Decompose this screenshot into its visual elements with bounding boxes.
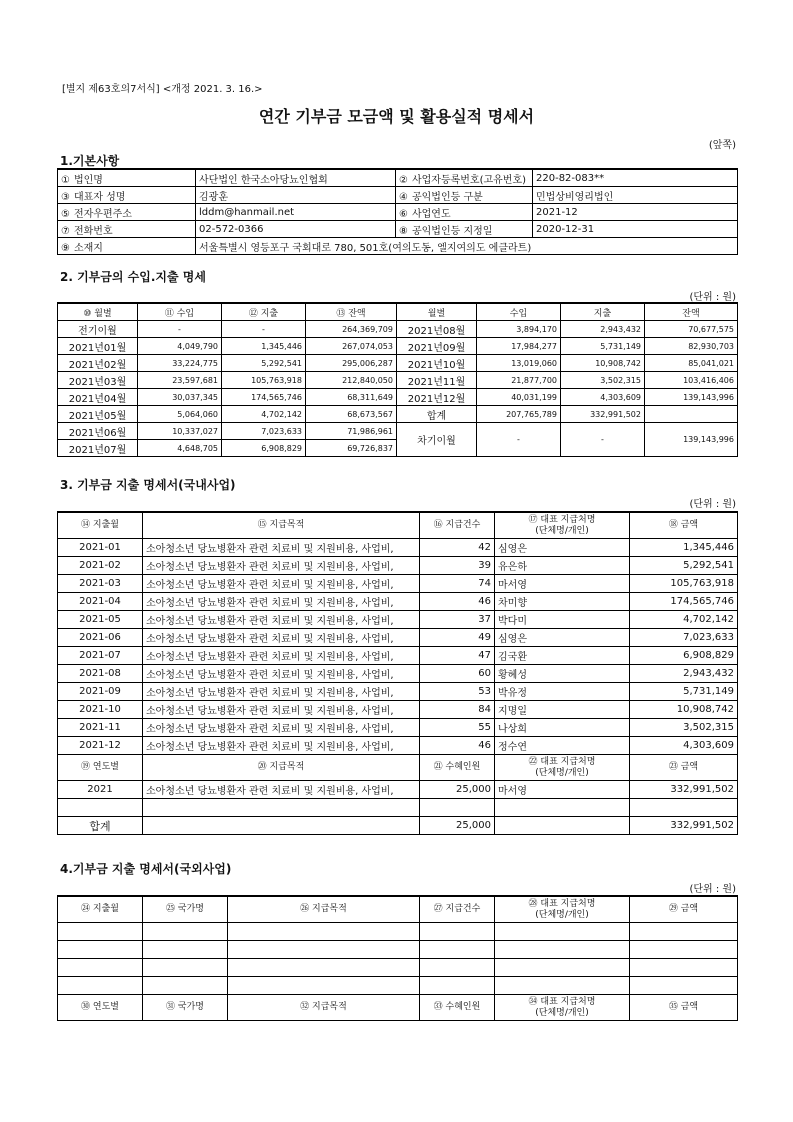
column-header [495,512,630,539]
carry-expense: - [561,423,645,457]
column-header: ㉕ 국가명 [143,896,228,923]
purpose-cell: 소아청소년 당뇨병환자 관련 치료비 및 지원비용, 사업비, [143,737,420,755]
purpose-cell: 소아청소년 당뇨병환자 관련 치료비 및 지원비용, 사업비, [143,593,420,611]
recipient-cell: 황혜성 [495,665,630,683]
field-label [396,221,533,238]
empty-cell [630,959,738,977]
balance-cell: 68,311,649 [306,389,397,406]
overseas-table [57,895,738,1021]
domestic-row [58,629,738,647]
empty-cell [143,977,228,995]
count-cell: 53 [420,683,495,701]
section4-title: 4.기부금 지출 명세서(국외사업) [60,862,232,876]
count-cell: 47 [420,647,495,665]
month-cell: 2021년10월 [397,355,477,372]
field-label [58,204,196,221]
header-line: ⑰ 대표 지급처명 [528,514,596,525]
purpose-cell: 소아청소년 당뇨병환자 관련 치료비 및 지원비용, 사업비, [143,629,420,647]
column-header: 잔액 [645,303,738,321]
expense-cell: 2,943,432 [561,321,645,338]
recipient-cell: 마서영 [495,781,630,799]
monthly-row [58,355,738,372]
item-number: ⑧ [399,225,408,237]
balance-cell: 69,726,837 [306,440,397,457]
column-header: ⑯ 지급건수 [420,512,495,539]
empty-cell [630,977,738,995]
amount-cell: 5,292,541 [630,557,738,575]
total-amount: 332,991,502 [630,817,738,835]
balance-cell: 70,677,575 [645,321,738,338]
expense-cell: 4,303,609 [561,389,645,406]
empty-cell [495,817,630,835]
monthly-row [58,406,738,423]
income-cell: 13,019,060 [477,355,561,372]
income-cell: 4,049,790 [138,338,222,355]
basic-info-row [58,169,738,187]
field-label [58,221,196,238]
monthly-row [58,372,738,389]
item-number: ③ [61,191,70,203]
field-label [58,169,196,187]
month-cell: 2021-08 [58,665,143,683]
month-cell: 2021년01월 [58,338,138,355]
overseas-header-row [58,896,738,923]
domestic-row [58,665,738,683]
empty-cell [495,977,630,995]
field-label [396,169,533,187]
field-value: 2021-12 [533,204,738,221]
column-header: ㉖ 지급목적 [228,896,420,923]
overseas-empty-row [58,959,738,977]
month-cell: 2021-11 [58,719,143,737]
count-cell: 55 [420,719,495,737]
column-header: ㉔ 지출월 [58,896,143,923]
amount-cell: 7,023,633 [630,629,738,647]
purpose-cell: 소아청소년 당뇨병환자 관련 치료비 및 지원비용, 사업비, [143,647,420,665]
month-cell: 2021년12월 [397,389,477,406]
field-label [58,238,196,255]
balance-cell: 103,416,406 [645,372,738,389]
income-cell: 5,064,060 [138,406,222,423]
month-cell: 2021-02 [58,557,143,575]
monthly-row [58,338,738,355]
empty-cell [630,799,738,817]
item-label: 사업자등록번호(고유번호) [411,174,527,186]
empty-cell [228,959,420,977]
amount-cell: 105,763,918 [630,575,738,593]
empty-cell [495,959,630,977]
amount-cell: 332,991,502 [630,781,738,799]
empty-cell [143,817,420,835]
column-header [495,755,630,781]
empty-cell [143,923,228,941]
income-cell: 30,037,345 [138,389,222,406]
count-cell: 37 [420,611,495,629]
domestic-row [58,719,738,737]
count-cell: 46 [420,593,495,611]
month-cell: 2021년09월 [397,338,477,355]
column-header: ⑳ 지급목적 [143,755,420,781]
recipient-cell: 박다미 [495,611,630,629]
column-header: ⑫ 지출 [222,303,306,321]
recipient-cell: 차미향 [495,593,630,611]
column-header: ⑬ 잔액 [306,303,397,321]
balance-cell: 212,840,050 [306,372,397,389]
purpose-cell: 소아청소년 당뇨병환자 관련 치료비 및 지원비용, 사업비, [143,557,420,575]
item-label: 공익법인등 지정일 [411,225,493,237]
month-cell: 2021년02월 [58,355,138,372]
amount-cell: 4,303,609 [630,737,738,755]
overseas-header-row [58,995,738,1021]
purpose-cell: 소아청소년 당뇨병환자 관련 치료비 및 지원비용, 사업비, [143,701,420,719]
item-number: ⑨ [61,242,70,254]
expense-cell: 3,502,315 [561,372,645,389]
empty-cell [58,959,143,977]
column-header: ㉜ 지급목적 [228,995,420,1021]
header-line: ㉘ 대표 지급처명 [528,898,596,909]
recipient-cell: 심영은 [495,539,630,557]
total-expense: 332,991,502 [561,406,645,423]
expense-cell: 1,345,446 [222,338,306,355]
month-cell: 전기이월 [58,321,138,338]
month-cell: 2021년11월 [397,372,477,389]
item-label: 소재지 [73,242,103,254]
balance-cell: 71,986,961 [306,423,397,440]
empty-cell [495,923,630,941]
empty-cell [420,923,495,941]
expense-cell: 7,023,633 [222,423,306,440]
item-label: 공익법인등 구분 [411,191,483,203]
total-beneficiaries: 25,000 [420,817,495,835]
count-cell: 39 [420,557,495,575]
column-header: ⑮ 지급목적 [143,512,420,539]
balance-cell: 68,673,567 [306,406,397,423]
item-label: 사업연도 [411,208,451,220]
income-cell: 21,877,700 [477,372,561,389]
domestic-row [58,647,738,665]
item-number: ⑥ [399,208,408,220]
recipient-cell: 지명일 [495,701,630,719]
column-header: ⑱ 금액 [630,512,738,539]
column-header: 수입 [477,303,561,321]
monthly-header-row [58,303,738,321]
amount-cell: 174,565,746 [630,593,738,611]
recipient-cell: 마서영 [495,575,630,593]
domestic-table [57,511,738,835]
monthly-row [58,423,738,440]
purpose-cell: 소아청소년 당뇨병환자 관련 치료비 및 지원비용, 사업비, [143,575,420,593]
count-cell: 74 [420,575,495,593]
month-cell: 2021년05월 [58,406,138,423]
item-label: 법인명 [73,174,103,186]
field-label [58,187,196,204]
count-cell: 60 [420,665,495,683]
carry-balance: 139,143,996 [645,423,738,457]
month-cell: 2021-09 [58,683,143,701]
domestic-row [58,701,738,719]
amount-cell: 3,502,315 [630,719,738,737]
empty-cell [58,977,143,995]
amount-cell: 1,345,446 [630,539,738,557]
section2-title: 2. 기부금의 수입.지출 명세 [60,270,206,284]
empty-cell [143,941,228,959]
basic-info-row [58,187,738,204]
purpose-cell: 소아청소년 당뇨병환자 관련 치료비 및 지원비용, 사업비, [143,665,420,683]
empty-cell [58,941,143,959]
domestic-empty-row [58,799,738,817]
month-cell: 2021년06월 [58,423,138,440]
recipient-cell: 정수연 [495,737,630,755]
recipient-cell: 박유정 [495,683,630,701]
month-cell: 2021-07 [58,647,143,665]
domestic-row [58,593,738,611]
empty-cell [630,923,738,941]
column-header: ⑪ 수입 [138,303,222,321]
domestic-row [58,737,738,755]
empty-cell [420,799,495,817]
recipient-cell: 김국환 [495,647,630,665]
column-header: ⑭ 지출월 [58,512,143,539]
unit-label: (단위 : 원) [689,884,736,895]
month-cell: 2021-04 [58,593,143,611]
item-label: 대표자 성명 [73,191,126,203]
header-line: ㉞ 대표 지급처명 [528,996,596,1007]
item-number: ⑦ [61,225,70,237]
item-number: ④ [399,191,408,203]
purpose-cell: 소아청소년 당뇨병환자 관련 치료비 및 지원비용, 사업비, [143,719,420,737]
month-cell: 2021-12 [58,737,143,755]
header-subline: (단체명/개인) [535,909,589,920]
overseas-empty-row [58,941,738,959]
empty-cell [143,799,420,817]
header-subline: (단체명/개인) [535,525,589,536]
income-cell: 3,894,170 [477,321,561,338]
month-cell: 2021년03월 [58,372,138,389]
field-label [396,187,533,204]
item-label: 전자우편주소 [73,208,132,220]
recipient-cell: 유은하 [495,557,630,575]
total-label: 합계 [58,817,143,835]
income-cell: 4,648,705 [138,440,222,457]
income-cell: 40,031,199 [477,389,561,406]
field-value: 사단법인 한국소아당뇨인협회 [196,169,396,187]
monthly-row [58,321,738,338]
column-header: ㉟ 금액 [630,995,738,1021]
empty-cell [143,959,228,977]
column-header: ⑲ 연도별 [58,755,143,781]
balance-cell: 267,074,053 [306,338,397,355]
amount-cell: 2,943,432 [630,665,738,683]
balance-cell: 295,006,287 [306,355,397,372]
month-cell: 2021-03 [58,575,143,593]
field-value: 2020-12-31 [533,221,738,238]
column-header: 지출 [561,303,645,321]
column-header: ㉚ 연도별 [58,995,143,1021]
field-value: 김광훈 [196,187,396,204]
balance-cell: 139,143,996 [645,389,738,406]
domestic-header-row [58,512,738,539]
item-number: ⑤ [61,208,70,220]
front-page-label: (앞쪽) [708,140,736,151]
monthly-row [58,389,738,406]
empty-cell [495,799,630,817]
domestic-row [58,539,738,557]
beneficiaries-cell: 25,000 [420,781,495,799]
carry-label: 차기이월 [397,423,477,457]
month-cell: 2021-06 [58,629,143,647]
carry-income: - [477,423,561,457]
domestic-row [58,683,738,701]
income-cell: 17,984,277 [477,338,561,355]
expense-cell: 6,908,829 [222,440,306,457]
amount-cell: 4,702,142 [630,611,738,629]
total-income: 207,765,789 [477,406,561,423]
domestic-row [58,557,738,575]
expense-cell: 174,565,746 [222,389,306,406]
count-cell: 84 [420,701,495,719]
column-header: ㉛ 국가명 [143,995,228,1021]
purpose-cell: 소아청소년 당뇨병환자 관련 치료비 및 지원비용, 사업비, [143,539,420,557]
monthly-table [57,302,738,457]
income-cell: 10,337,027 [138,423,222,440]
header-subline: (단체명/개인) [535,767,589,778]
column-header: ㉝ 수혜인원 [420,995,495,1021]
balance-cell: 264,369,709 [306,321,397,338]
domestic-row [58,575,738,593]
column-header: 월별 [397,303,477,321]
domestic-header-row [58,755,738,781]
basic-info-row [58,204,738,221]
expense-cell: 10,908,742 [561,355,645,372]
amount-cell: 6,908,829 [630,647,738,665]
empty-cell [228,923,420,941]
field-label [396,204,533,221]
year-cell: 2021 [58,781,143,799]
domestic-year-row [58,781,738,799]
empty-cell [420,959,495,977]
field-value: 220-82-083** [533,169,738,187]
empty-cell [495,941,630,959]
column-header: ㉙ 금액 [630,896,738,923]
expense-cell: - [222,321,306,338]
item-number: ① [61,174,70,186]
domestic-total-row [58,817,738,835]
income-cell: - [138,321,222,338]
column-header: ㉗ 지급건수 [420,896,495,923]
income-cell: 33,224,775 [138,355,222,372]
unit-label: (단위 : 원) [689,292,736,303]
purpose-cell: 소아청소년 당뇨병환자 관련 치료비 및 지원비용, 사업비, [143,781,420,799]
count-cell: 46 [420,737,495,755]
expense-cell: 105,763,918 [222,372,306,389]
basic-info-row [58,238,738,255]
item-number: ② [399,174,408,186]
header-subline: (단체명/개인) [535,1007,589,1018]
month-cell: 2021-01 [58,539,143,557]
recipient-cell: 심영은 [495,629,630,647]
empty-cell [420,977,495,995]
domestic-row [58,611,738,629]
overseas-empty-row [58,923,738,941]
empty-cell [420,941,495,959]
month-cell: 2021년07월 [58,440,138,457]
balance-cell: 85,041,021 [645,355,738,372]
balance-cell: 82,930,703 [645,338,738,355]
empty-cell [58,799,143,817]
month-cell: 2021년04월 [58,389,138,406]
purpose-cell: 소아청소년 당뇨병환자 관련 치료비 및 지원비용, 사업비, [143,683,420,701]
empty-cell [228,977,420,995]
month-cell: 2021-10 [58,701,143,719]
month-cell: 2021-05 [58,611,143,629]
expense-cell: 5,731,149 [561,338,645,355]
basic-info-table [57,168,738,255]
income-cell: 23,597,681 [138,372,222,389]
section1-title: 1.기본사항 [60,154,120,168]
overseas-empty-row [58,977,738,995]
address-value: 서울특별시 영등포구 국회대로 780, 501호(여의도동, 엘지여의도 에클라트) [196,238,738,255]
expense-cell: 5,292,541 [222,355,306,372]
empty-cell [630,941,738,959]
column-header [495,896,630,923]
unit-label: (단위 : 원) [689,499,736,510]
empty-cell [58,923,143,941]
amount-cell: 10,908,742 [630,701,738,719]
purpose-cell: 소아청소년 당뇨병환자 관련 치료비 및 지원비용, 사업비, [143,611,420,629]
field-value: 민법상비영리법인 [533,187,738,204]
recipient-cell: 나상희 [495,719,630,737]
total-label: 합계 [397,406,477,423]
count-cell: 49 [420,629,495,647]
column-header: ㉑ 수혜인원 [420,755,495,781]
total-balance [645,406,738,423]
section3-title: 3. 기부금 지출 명세서(국내사업) [60,478,236,492]
column-header [495,995,630,1021]
header-line: ㉒ 대표 지급처명 [528,756,596,767]
field-value: lddm@hanmail.net [196,204,396,221]
item-label: 전화번호 [73,225,113,237]
expense-cell: 4,702,142 [222,406,306,423]
field-value: 02-572-0366 [196,221,396,238]
month-cell: 2021년08월 [397,321,477,338]
basic-info-row [58,221,738,238]
empty-cell [228,941,420,959]
column-header: ⑩ 월별 [58,303,138,321]
form-header-note: [별지 제63호의7서식] <개정 2021. 3. 16.> [62,84,263,95]
amount-cell: 5,731,149 [630,683,738,701]
count-cell: 42 [420,539,495,557]
column-header: ㉓ 금액 [630,755,738,781]
document-title: 연간 기부금 모금액 및 활용실적 명세서 [258,107,535,126]
